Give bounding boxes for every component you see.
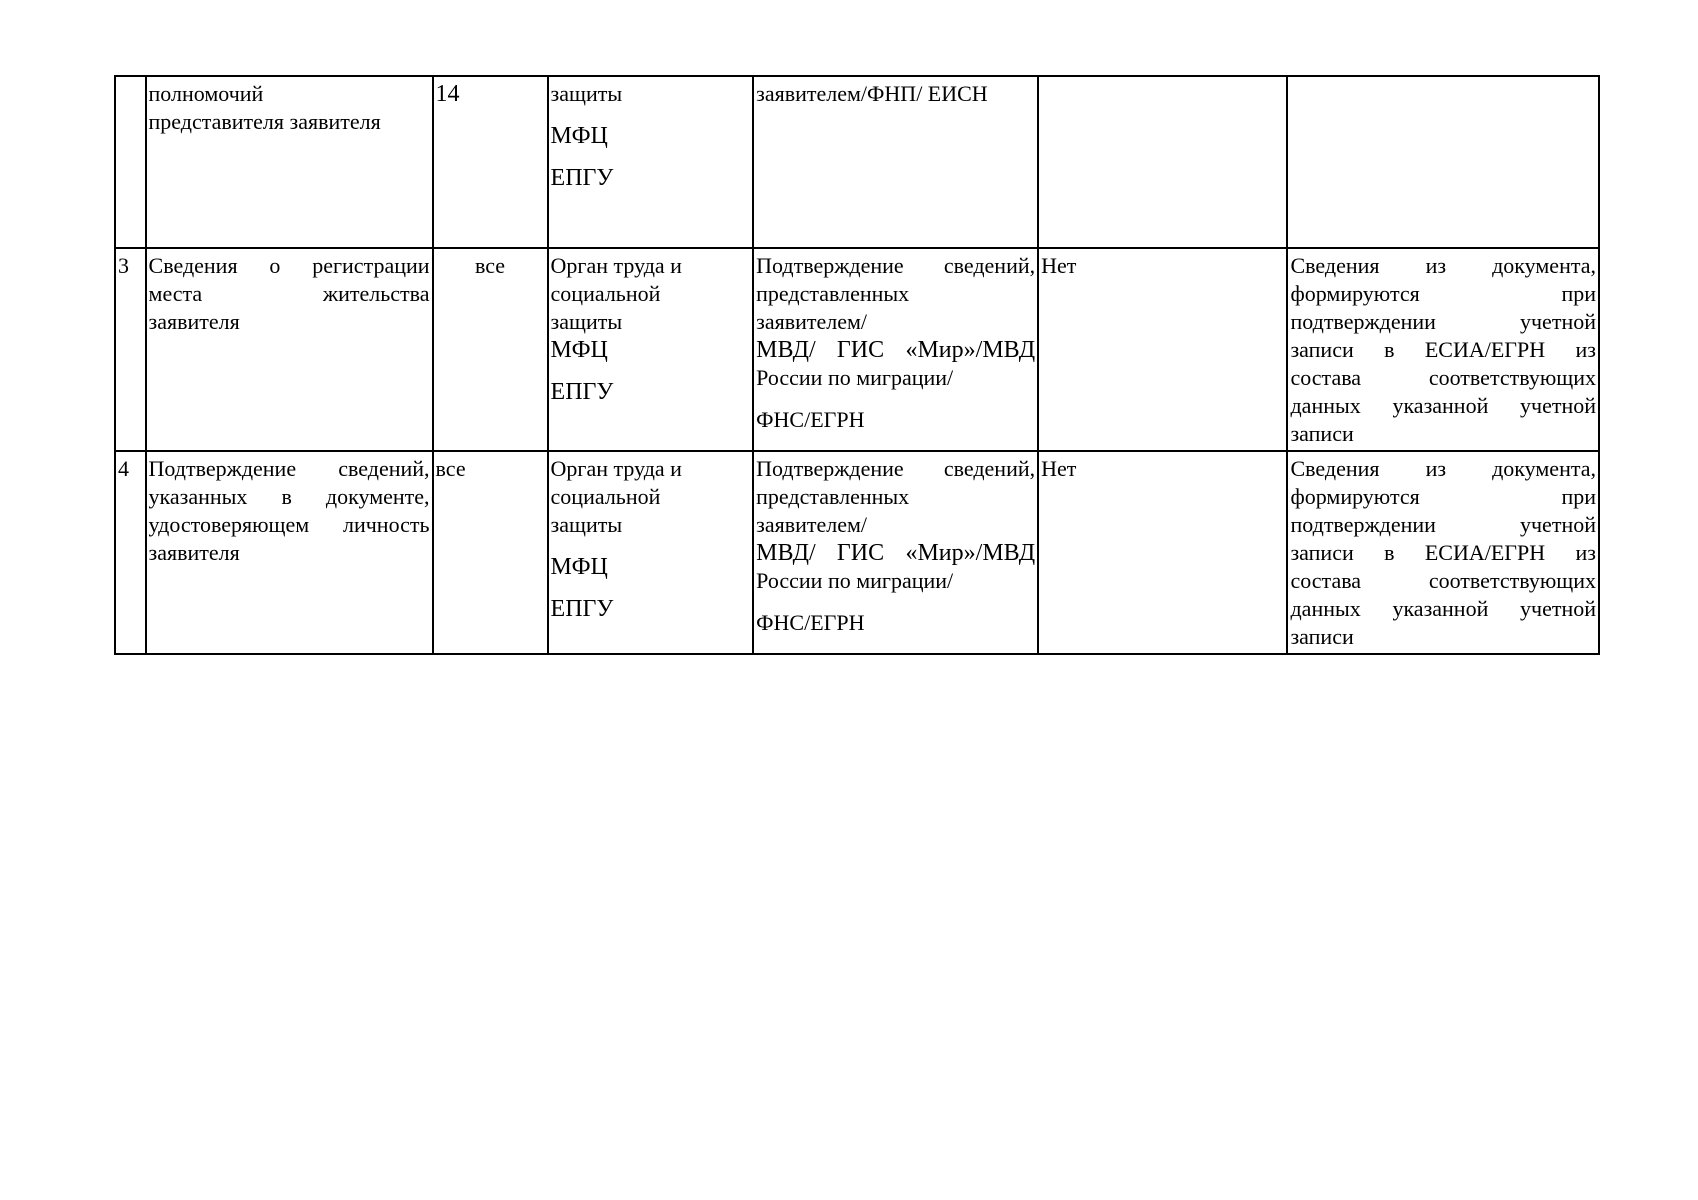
cell-category: все <box>433 451 548 654</box>
cell-source: Подтверждение сведений, представленных заявителем/ МВД/ ГИС «Мир»/МВД России по миграции/ ФНС/ЕГРН <box>753 451 1038 654</box>
cell-category: 14 <box>433 76 548 248</box>
cell-name: Сведения о регистрации места жительства заявителя <box>146 248 433 451</box>
cell-note: Сведения из документа, формируются при подтверждении учетной записи в ЕСИА/ЕГРН из состава соответствующих данных указанной учетной записи <box>1287 451 1599 654</box>
cell-source: заявителем/ФНП/ ЕИСН <box>753 76 1038 248</box>
cell-name: Подтверждение сведений, указанных в документе, удостоверяющем личность заявителя <box>146 451 433 654</box>
cell-num: 3 <box>115 248 146 451</box>
data-table <box>114 75 1600 655</box>
cell-note <box>1287 76 1599 248</box>
table-row <box>115 76 1599 248</box>
cell-org: Орган труда и социальной защиты МФЦ ЕПГУ <box>548 451 754 654</box>
cell-org: защиты МФЦ ЕПГУ <box>548 76 754 248</box>
cell-flag: Нет <box>1038 451 1287 654</box>
cell-num: 4 <box>115 451 146 654</box>
table-row <box>115 451 1599 654</box>
cell-num <box>115 76 146 248</box>
cell-note: Сведения из документа, формируются при подтверждении учетной записи в ЕСИА/ЕГРН из состава соответствующих данных указанной учетной записи <box>1287 248 1599 451</box>
cell-category: все <box>433 248 548 451</box>
cell-flag <box>1038 76 1287 248</box>
cell-flag: Нет <box>1038 248 1287 451</box>
cell-name: полномочий представителя заявителя <box>146 76 433 248</box>
cell-org: Орган труда и социальной защиты МФЦ ЕПГУ <box>548 248 754 451</box>
table-row <box>115 248 1599 451</box>
cell-source: Подтверждение сведений, представленных заявителем/ МВД/ ГИС «Мир»/МВД России по миграции/ ФНС/ЕГРН <box>753 248 1038 451</box>
